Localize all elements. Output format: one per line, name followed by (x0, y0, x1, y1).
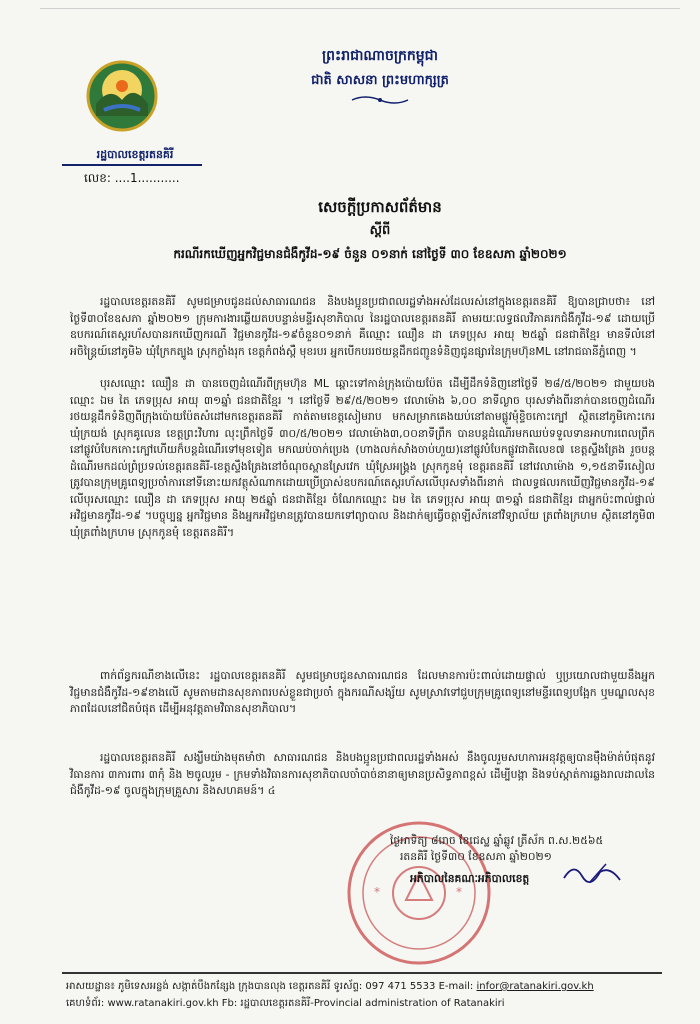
handwritten-signature (560, 858, 630, 888)
body-paragraph-2: បុរសឈ្មោះ ឈឿន ដា បានចេញដំណើរពីក្រុមហ៊ុន ML ឆ្ពោះទៅកាន់ក្រុងប៉ោយប៉ែត ដើម្បីដឹកទំនិញនៅថ្ងៃទី ២៨/៥/២០២១ ជាមួយបងឈ្មោះ ឯម តៃ ភេទប្រុស អាយុ ៣១ឆ្នាំ ជនជាតិខ្មែរ ។ នៅថ្ងៃទី ២៩/៥/២០២១ វេលាម៉ោង ៦,០០ នាទីល្ងាច បុរសទាំងពីរនាក់បានចេញដំណើររថយន្តដឹកទំនិញពីក្រុងប៉ោយប៉ែតសំដៅមកខេត្តរតនគិរី កាត់តាមខេត្តសៀមរាប មកសម្រាកគេងយប់នៅតាមផ្លូវមុំខ្ទិចកោះក្បៅ ស្ថិតនៅភូមិកោះកេរ ឃុំក្រយង់ ស្រុកគូលេន ខេត្តព្រះវិហារ លុះព្រឹកថ្ងៃទី ៣០/៥/២០២១ វេលាម៉ោង៣,០០នាទីព្រឹក បានបន្តដំណើរមកឈប់ទទួលទានអាហារពេលព្រឹកនៅផ្លូវបំបែកកោះក្បៅហើយក៏បន្តដំណើរទៅមុខទៀត មកឈប់ចាក់ប្រេង (ហាងលក់សាំងចាប់ហួយ)នៅផ្លូវបំបែកផ្លូវជាតិលេខ៧ ខេត្តស្ទឹងត្រែង រួចបន្តដំណើរមកដល់ព្រំប្រទល់ខេត្តរតនគិរី-ខេត្តស្ទឹងត្រែងនៅចំណុចស្ពានស្រែវេក ឃុំស្រែអង្គ្រង ស្រុកកូនមុំ ខេត្តរតនគិរី នៅវេលាម៉ោង ១,១៥នាទីរសៀល ត្រូវបានក្រុមគ្រូពេទ្យប្រចាំការនៅទីនោះយកវត្ថុសំណាកដោយប្រើប្រាស់ឧបករណ៍តេស្តរហ័សលើបុរសទាំងពីរនាក់ ជាលទ្ធផលរកឃើញវិជ្ជមានកូវីដ-១៩ លើបុរសឈ្មោះ ឈឿន ដា ភេទប្រុស អាយុ ២៥ឆ្នាំ ជនជាតិខ្មែរ ចំណែកឈ្មោះ ឯម តៃ ភេទប្រុស អាយុ ៣១ឆ្នាំ ជនជាតិខ្មែរ ជាអ្នកប៉ះពាល់ផ្ទាល់ អវិជ្ជមានកូវីដ-១៩ ។បច្ចុប្បន្ន អ្នកវិជ្ជមាន និងអ្នកអវិជ្ជមានត្រូវបានយកទៅព្យាបាល និងដាក់ឲ្យធ្វើចត្តាឡីស័កនៅវិទ្យាល័យ ត្រពាំងក្រហម ស្ថិតនៅភូមិ៣ ឃុំត្រពាំងក្រហម ស្រុកកូនមុំ ខេត្តរតនគិរី។ (70, 377, 655, 539)
document-subject: ករណីរកឃើញអ្នកវិជ្ជមានជំងឺកូវីដ-១៩ ចំនួន ០១នាក់ នៅថ្ងៃទី ៣០ ខែឧសភា ឆ្នាំ២០២១ (173, 247, 567, 261)
reference-number: លេខ: ....1........... (84, 171, 180, 185)
signatory-title: អភិបាលនៃគណៈអភិបាលខេត្ត (410, 872, 530, 885)
footer-divider (62, 972, 662, 974)
national-motto: ជាតិ សាសនា ព្រះមហាក្សត្រ (311, 73, 449, 88)
svg-text:*: * (374, 885, 380, 899)
body-paragraph-3: ពាក់ព័ន្ធករណីខាងលើនេះ រដ្ឋបាលខេត្តរតនគិរី សូមជម្រាបជូនសាធារណជន ដែលមានការប៉ះពាល់ដោយផ្ទាល់ ឬប្រយោលជាមួយនឹងអ្នកវិជ្ជមានជំងឺកូវីដ-១៩ខាងលើ សូមតាមដានសុខភាពរបស់ខ្លួនជាប្រចាំ ក្នុងករណីសង្ស័យ សូមស្រាវទៅជួបក្រុមគ្រូពេទ្យនៅមន្ទីរពេទ្យបង្អែក ឬមណ្ឌលសុខភាពដែលនៅជិតបំផុត ដើម្បីអនុវត្តតាមវិធានសុខាភិបាល។ (70, 669, 655, 715)
body-paragraph-1: រដ្ឋបាលខេត្តរតនគិរី សូមជម្រាបជូនដល់សាធារណជន និងបងប្អូនប្រជាពលរដ្ឋទាំងអស់ដែលរស់នៅក្នុងខេត្តរតនគិរី ឱ្យបានជ្រាបថា៖ នៅថ្ងៃទី៣០ខែឧសភា ឆ្នាំ២០២១ ក្រុមការងារឆ្លើយតបបន្ទាន់មន្ទីរសុខាភិបាល នៃរដ្ឋបាលខេត្តរតនគិរី តាមរយៈលទ្ធផលវិភាគរកជំងឺកូវីដ-១៩ ដោយប្រើឧបករណ៍តេស្តរហ័សបានរកឃើញករណី វិជ្ជមានកូវីដ-១៩ចំនួន០១នាក់ គឺឈ្មោះ ឈឿន ដា ភេទប្រុស អាយុ ២៥ឆ្នាំ ជនជាតិខ្មែរ មានទីលំនៅអចិន្ត្រៃយ៍នៅភូមិ៦ ឃុំក្រែកត្បូង ស្រុកក្លាំងរុក ខេត្តកំពង់ស្ពឺ មុខរបរ អ្នកបើកបររថយន្តដឹកជញ្ជូនទំនិញជូនផ្សារនៃក្រុមហ៊ុនML នៅរាជធានីភ្នំពេញ ។ (70, 295, 655, 358)
office-name: រដ្ឋបាលខេត្តរតនគិរី (96, 148, 174, 161)
address-text: ភូមិទេសអន្លង់ សង្កាត់បឹងកន្សែង ក្រុងបានលុង ខេត្តរតនគិរី ទូរស័ព្ទ: 097 471 5533 E-mail: (118, 981, 474, 992)
kingdom-heading: ព្រះរាជាណាចក្រកម្ពុជា (321, 48, 438, 64)
website-label: គេហទំព័រ: (66, 998, 105, 1009)
body-paragraph-4: រដ្ឋបាលខេត្តរតនគិរី សង្ឃឹមយ៉ាងមុតមាំថា សាធារណជន និងបងប្អូនប្រជាពលរដ្ឋទាំងអស់ នឹងចូលរួមសហការអនុវត្តឲ្យបានម៉ឺងម៉ាត់បំផុតនូវវិធានការ ៣ការពារ ៣កុំ និង ២ចូលរួម - ក្រមទាំងវិធានការសុខាភិបាលចាំបាច់នានាឲ្យមានប្រសិទ្ធភាពខ្ពស់ ដើម្បីបង្កា និងទប់ស្កាត់ការឆ្លងរាលដាលនៃជំងឺកូវីដ-១៩ ចូលក្នុងក្រុមគ្រួសារ និងសហគមន៍។ ៤ (70, 751, 655, 797)
document-title: សេចក្ដីប្រកាសព័ត៌មាន (318, 198, 442, 216)
website-link[interactable]: www.ratanakiri.gov.kh Fb: រដ្ឋបាលខេត្តរតនគិរី-Provincial administration of Ratanakiri (107, 998, 505, 1009)
top-edge-line (40, 8, 680, 9)
document-subtitle: ស្ដីពី (369, 223, 391, 238)
footer-website-line (66, 996, 666, 1011)
solar-date: រតនគិរី ថ្ងៃទី៣០ ខែឧសភា ឆ្នាំ២០២១ (400, 850, 552, 863)
lunar-date: ថ្ងៃអាទិត្យ ៨រោច ខែជេស្ឋ ឆ្នាំឆ្លូវ ត្រីស័ក ព.ស.២៥៦៥ (390, 834, 604, 847)
svg-text:*: * (456, 885, 462, 899)
ornament-divider-icon (350, 94, 410, 106)
email-link[interactable]: infor@ratanakiri.gov.kh (476, 981, 594, 992)
provincial-logo (86, 60, 158, 132)
office-name-underline (62, 164, 202, 166)
address-label: អាសយដ្ឋាន៖ (66, 981, 115, 992)
footer-address-line (66, 979, 666, 994)
